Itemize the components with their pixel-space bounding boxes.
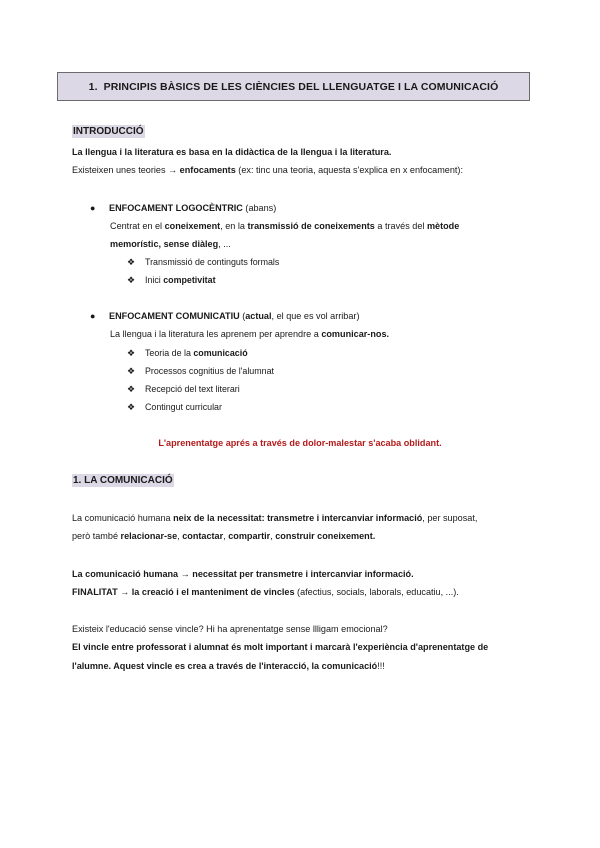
- diamond-bullet-icon: ❖: [127, 402, 136, 412]
- bullet-title-rest: (: [239, 311, 246, 321]
- bullet-title-rest: , el que es vol arribar): [271, 311, 360, 321]
- text-part: compartir: [228, 531, 271, 541]
- desc-part: , ...: [218, 239, 231, 249]
- list-item: [127, 382, 240, 396]
- diamond-bullet-icon: ❖: [127, 348, 136, 358]
- list-item-text: Inici: [145, 275, 164, 285]
- list-item: [127, 400, 222, 414]
- desc-part: , en la: [220, 221, 248, 231]
- text-part: La comunicació humana: [72, 513, 174, 523]
- list-item-bold: comunicació: [193, 348, 248, 358]
- section-1-p3-line-3: [72, 659, 385, 673]
- chapter-title: PRINCIPIS BÀSICS DE LES CIÈNCIES DEL LLENGUATGE I LA COMUNICACIÓ: [103, 80, 499, 93]
- desc-part: memorístic, sense diàleg: [110, 239, 219, 249]
- list-item-text: Transmissió de continguts formals: [145, 257, 280, 267]
- section-1-p1-line-2: [72, 529, 375, 543]
- intro-line-2-c: (ex: tinc una teoria, aquesta s'explica en x enfocament):: [235, 165, 463, 175]
- text-part: contactar: [182, 531, 224, 541]
- text-part: l'alumne. Aquest vincle es crea a través de l'interacció, la comunicació: [72, 661, 378, 671]
- chapter-number: 1.: [88, 80, 98, 93]
- text-part: ,: [177, 531, 183, 541]
- diamond-bullet-icon: ❖: [127, 257, 136, 267]
- intro-line-2-a: Existeixen unes teories →: [72, 165, 180, 175]
- list-item-text: Recepció del text literari: [145, 384, 240, 394]
- bullet-comunicatiu-desc: [110, 327, 389, 341]
- chapter-title-box: [57, 72, 530, 101]
- text-part: però també: [72, 531, 121, 541]
- diamond-bullet-icon: ❖: [127, 384, 136, 394]
- bullet-logocentric: [90, 201, 276, 215]
- list-item-text: Teoria de la: [145, 348, 194, 358]
- list-item: [127, 255, 279, 269]
- list-item: [127, 364, 274, 378]
- text-part: , per suposat,: [422, 513, 478, 523]
- text-part: FINALITAT → la creació i el manteniment de vincles: [72, 587, 295, 597]
- desc-part: transmissió de coneixements: [247, 221, 375, 231]
- section-1-p2-line-2: [72, 585, 459, 599]
- desc-part: mètode: [426, 221, 460, 231]
- diamond-bullet-icon: ❖: [127, 275, 136, 285]
- bullet-logocentric-desc-1: [110, 219, 459, 233]
- text-part: relacionar-se: [120, 531, 178, 541]
- desc-part: coneixement: [164, 221, 221, 231]
- bullet-title: ENFOCAMENT COMUNICATIU: [109, 311, 240, 321]
- list-item-text: Contingut curricular: [145, 402, 222, 412]
- desc-part: La llengua i la literatura les aprenem per aprendre a: [110, 329, 322, 339]
- bullet-title: ENFOCAMENT LOGOCÈNTRIC: [109, 203, 243, 213]
- text-part: (afectius, socials, laborals, educatiu, ...).: [294, 587, 459, 597]
- desc-part: a través del: [374, 221, 427, 231]
- section-1-p3-line-2: El vincle entre professorat i alumnat és molt important i marcarà l'experiència d'aprenentatge de: [72, 642, 489, 652]
- intro-line-2: [72, 163, 463, 177]
- diamond-bullet-icon: ❖: [127, 366, 136, 376]
- text-part: ,: [223, 531, 229, 541]
- section-1-heading: 1. LA COMUNICACIÓ: [73, 475, 173, 486]
- text-part: !!!: [377, 661, 385, 671]
- bullet-logocentric-desc-2: [110, 237, 231, 251]
- intro-line-1: La llengua i la literatura es basa en la didàctica de la llengua i la literatura.: [72, 147, 392, 157]
- intro-heading: INTRODUCCIÓ: [73, 126, 144, 137]
- list-item: [127, 273, 216, 287]
- section-1-p2-line-1: La comunicació humana → necessitat per transmetre i intercanviar informació.: [72, 569, 414, 579]
- intro-line-2-b: enfocaments: [179, 165, 236, 175]
- bullet-dot: ●: [90, 311, 96, 321]
- red-note: L'aprenentatge aprés a través de dolor-malestar s'acaba oblidant.: [158, 438, 442, 448]
- text-part: ,: [270, 531, 276, 541]
- bullet-title-rest: (abans): [242, 203, 277, 213]
- list-item-bold: competivitat: [163, 275, 216, 285]
- list-item-text: Processos cognitius de l'alumnat: [145, 366, 274, 376]
- desc-part: Centrat en el: [110, 221, 165, 231]
- text-part: construir coneixement.: [275, 531, 376, 541]
- desc-part: comunicar-nos.: [321, 329, 390, 339]
- list-item: [127, 346, 248, 360]
- section-1-p1-line-1: [72, 511, 477, 525]
- bullet-dot: ●: [90, 203, 96, 213]
- section-1-p3-line-1: Existeix l'educació sense vincle? Hi ha aprenentatge sense llligam emocional?: [72, 624, 388, 634]
- bullet-comunicatiu: [90, 309, 359, 323]
- bullet-title-rest: actual: [245, 311, 272, 321]
- text-part: neix de la necessitat: transmetre i intercanviar informació: [173, 513, 423, 523]
